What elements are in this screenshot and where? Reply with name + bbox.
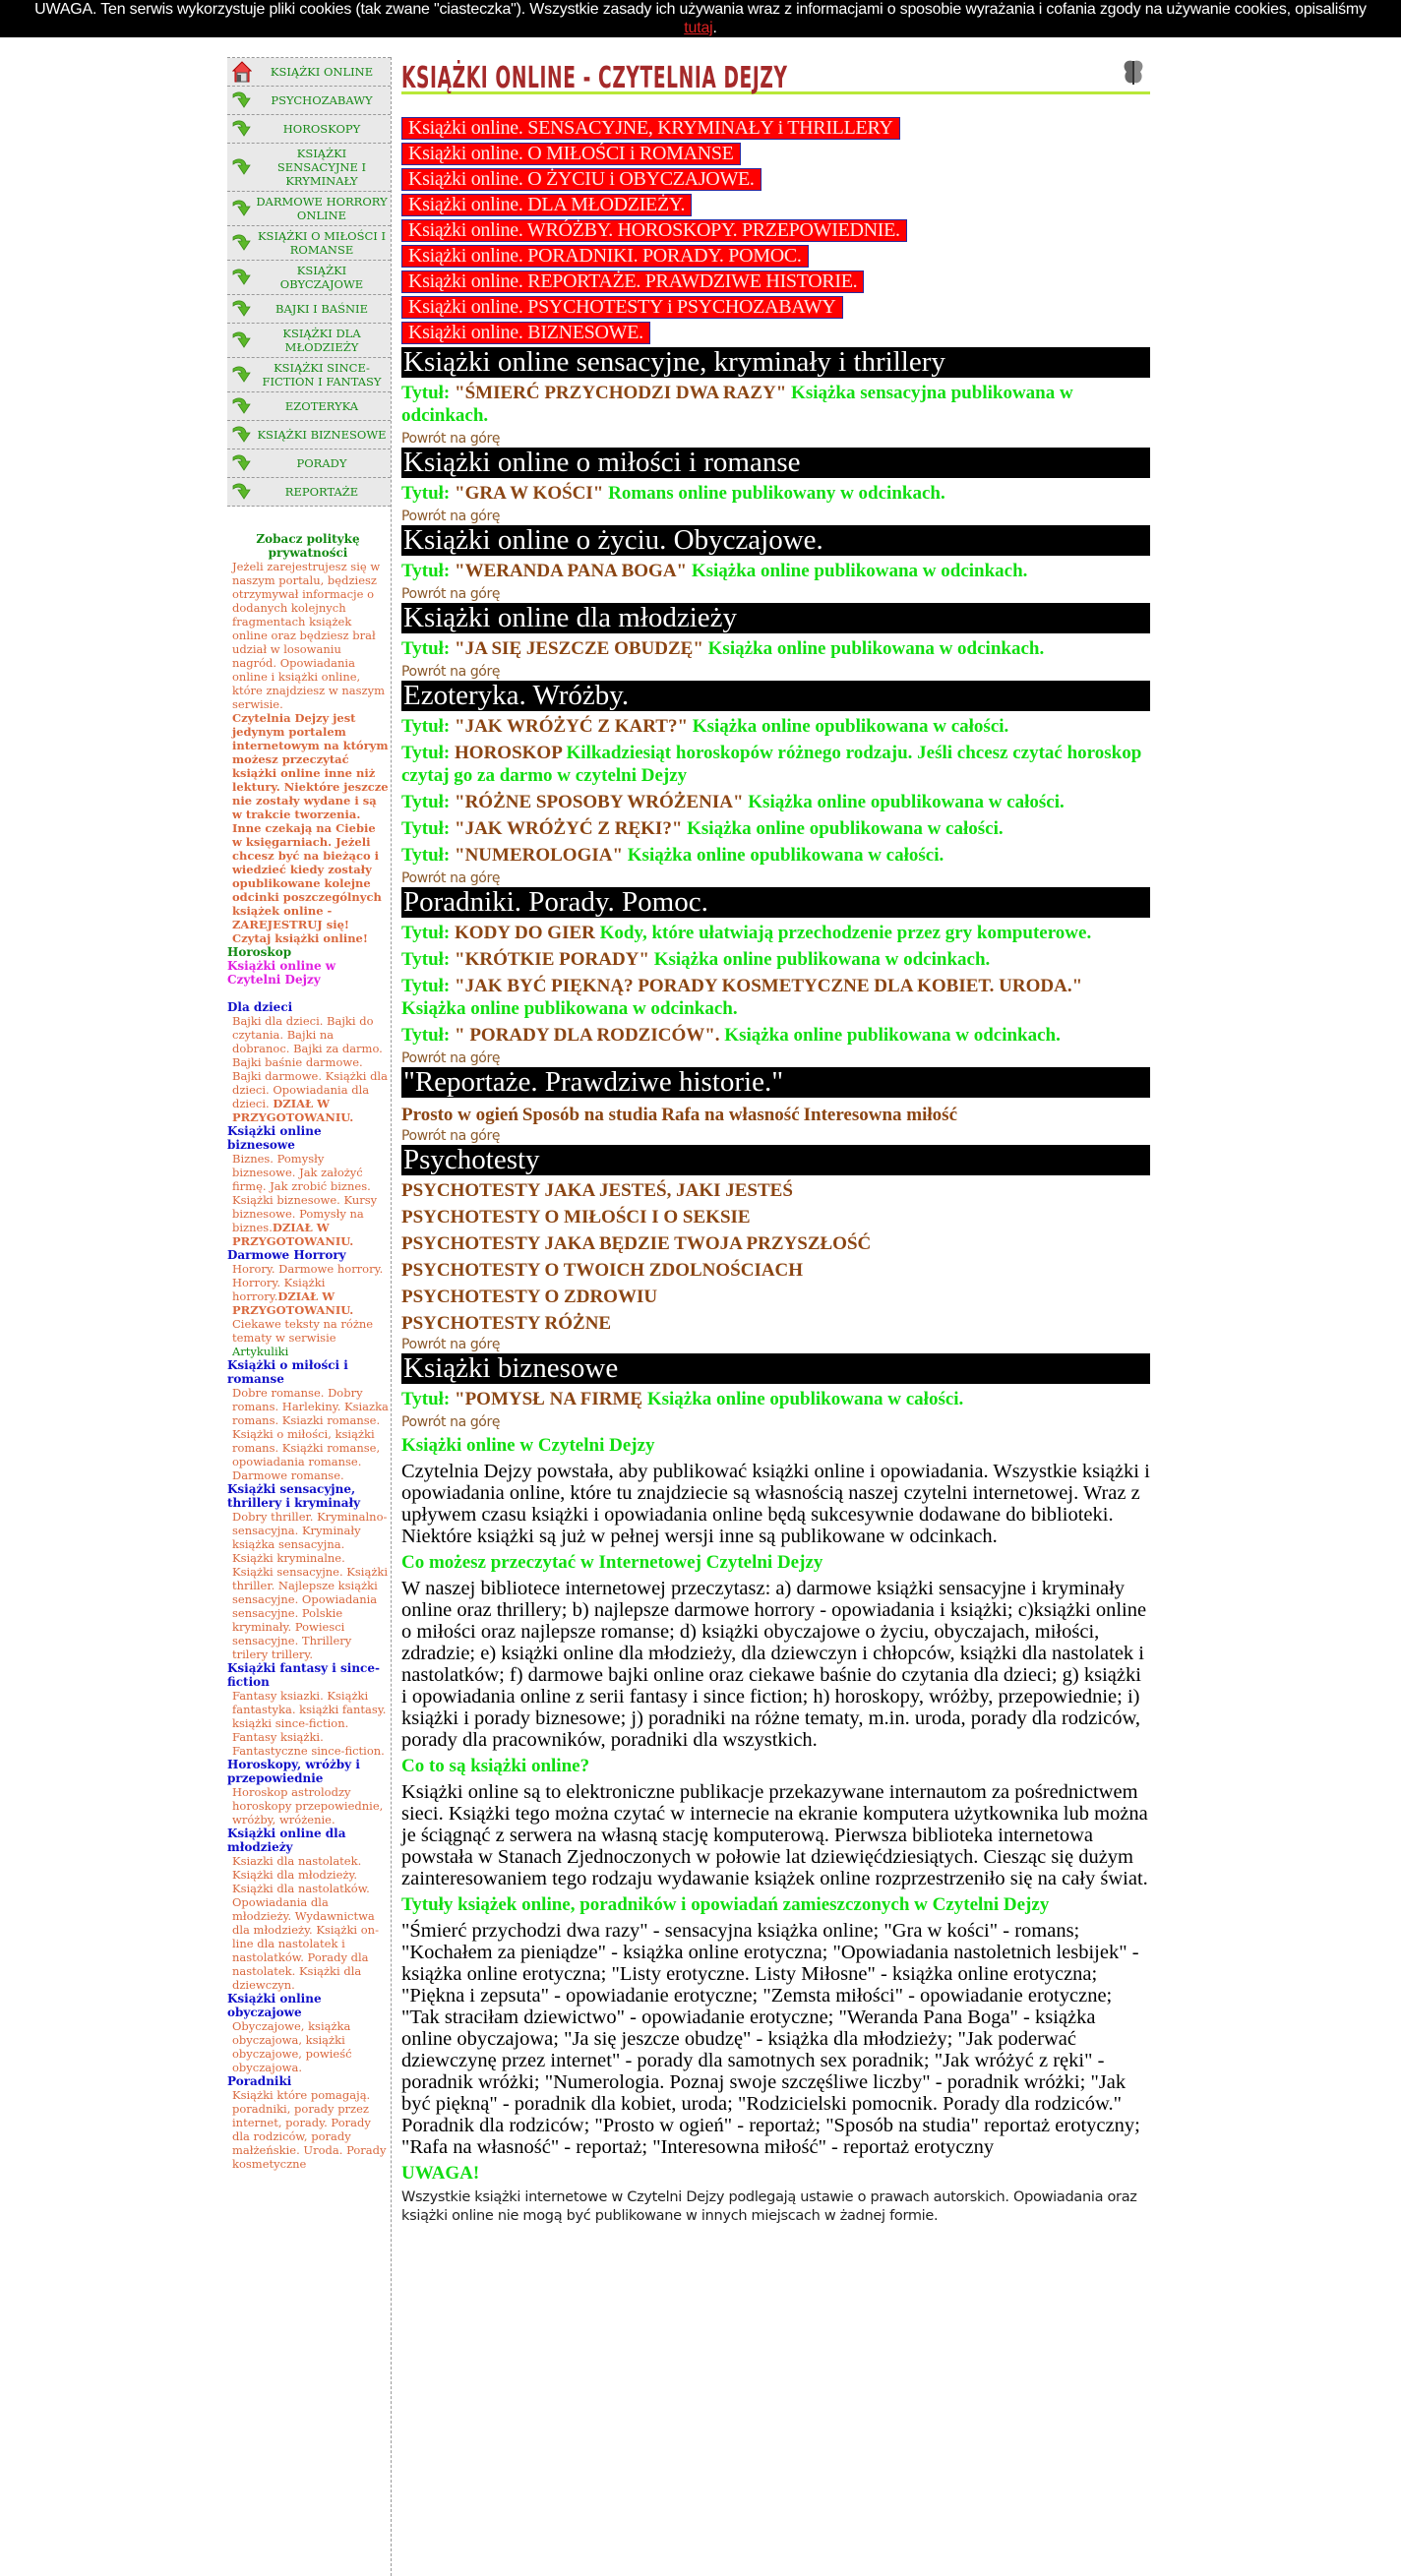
info-paragraph: W naszej bibliotece internetowej przeczytasz: a) darmowe książki sensacyjne i kryminały online oraz thrillery; b) najlepsze darmowe horrory - opowiadania i książki; c)książki online o miłości oraz najlepsze romanse; d) książki obyczajowe o życiu, obyczajach, miłości, zdradzie; e) książki online dla młodzieży, dla dziewczyn i chłopców, książki dla nastolatek i nastolatków; f) darmowe bajki online oraz ciekawe baśnie do czytania dla dzieci; g) książki i opowiadania online z serii fantasy i since fiction; h) horoskopy, wróżby, przepowiednie; i) książki i porady biznesowe; j) poradniki na różne tematy, m.in. uroda, porady dla rodziców, porady dla pracowników, poradniki dla wszystkich.: [401, 1578, 1147, 1751]
sidebar: [227, 57, 392, 2576]
back-to-top-link[interactable]: Powrót na górę: [401, 1050, 501, 1066]
section-header: Książki online dla młodzieży: [401, 603, 1150, 633]
sidebar-block: [227, 1482, 389, 1661]
book-item: [401, 817, 1150, 840]
item-description: Książka online opublikowana w całości.: [682, 818, 1004, 839]
section-header: Ezoteryka. Wróżby.: [401, 681, 1150, 711]
block-text: Dobry thriller. Kryminalno-sensacyjna. Kryminały książka sensacyjna. Książki kryminalne. Książki sensacyjne. Książki thriller. Najlepsze książki sensacyjne. Opowiadania sensacyjne. Polskie kryminały. Powiesci sensacyjne. Thrillery trilery trillery.: [232, 1510, 389, 1661]
nav-item[interactable]: [227, 478, 391, 507]
item-description: Książka online opublikowana w całości.: [623, 845, 944, 866]
section-header: Książki online o miłości i romanse: [401, 448, 1150, 478]
sidebar-block-heading[interactable]: Darmowe Horrory: [227, 1248, 346, 1262]
home-icon: [229, 61, 255, 83]
psychotest-link[interactable]: PSYCHOTESTY JAKA BĘDZIE TWOJA PRZYSZŁOŚĆ: [401, 1233, 872, 1254]
item-description: Romans online publikowany w odcinkach.: [603, 483, 945, 504]
sidebar-block-text: [227, 1785, 389, 1827]
category-button[interactable]: Książki online. O ŻYCIU i OBYCZAJOWE.: [401, 168, 761, 191]
back-to-top-link[interactable]: Powrót na górę: [401, 1337, 501, 1352]
warning-heading: UWAGA!: [401, 2163, 480, 2184]
item-prefix: Tytuł:: [401, 716, 456, 737]
book-title-link[interactable]: "WERANDA PANA BOGA": [455, 561, 688, 581]
reportaz-link[interactable]: Sposób na studia: [521, 1105, 658, 1125]
sidebar-block-heading[interactable]: Horoskopy, wróżby i przepowiednie: [227, 1758, 360, 1785]
book-item: [401, 715, 1150, 738]
sidebar-block-text: [227, 2019, 389, 2074]
arrow-icon: [229, 118, 255, 140]
book-title-link[interactable]: "KRÓTKIE PORADY": [455, 949, 649, 970]
sidebar-block: [227, 1124, 389, 1248]
sidebar-block: [227, 1000, 389, 1124]
sidebar-block-text: [227, 1854, 389, 1992]
sidebar-block-text: [227, 1386, 389, 1482]
category-button[interactable]: Książki online. REPORTAŻE. PRAWDZIWE HISTORIE.: [401, 270, 864, 293]
item-prefix: Tytuł:: [401, 792, 456, 812]
nav-item-label: HOROSKOPY: [282, 122, 361, 136]
sidebar-block-heading[interactable]: Poradniki: [227, 2074, 292, 2088]
item-prefix: Tytuł:: [401, 561, 456, 581]
block-text: Bajki dla dzieci. Bajki do czytania. Bajki na dobranoc. Bajki za darmo. Bajki baśnie darmowe. Bajki darmowe. Książki dla dzieci. Opowiadania dla dzieci.: [232, 1014, 388, 1110]
category-button[interactable]: Książki online. PSYCHOTESTY i PSYCHOZABAWY: [401, 296, 843, 319]
item-description: Książka sensacyjna publikowana w odcinkach.: [401, 383, 1073, 426]
nav-item[interactable]: [227, 115, 391, 144]
book-item: [401, 922, 1150, 944]
item-description: Kody, które ułatwiają przechodzenie przez gry komputerowe.: [594, 923, 1092, 943]
sections: [401, 347, 1150, 1067]
sidebar-block-text: [227, 1262, 389, 1358]
psychotest-link[interactable]: PSYCHOTESTY RÓŻNE: [401, 1313, 612, 1334]
nav-item-label: EZOTERYKA: [284, 399, 359, 413]
item-prefix: Tytuł:: [401, 383, 456, 403]
nav-item-label: PORADY: [296, 456, 347, 470]
item-prefix: Tytuł:: [401, 1389, 456, 1409]
block-extra: Ciekawe teksty na różne tematy w serwisie: [232, 1317, 374, 1345]
category-button[interactable]: Książki online. O MIŁOŚCI i ROMANSE: [401, 143, 741, 165]
book-title-link[interactable]: "JAK BYĆ PIĘKNĄ? PORADY KOSMETYCZNE DLA KOBIET. URODA.": [455, 976, 1083, 996]
sidebar-block: [227, 1661, 389, 1758]
item-description: Książka online publikowana w odcinkach.: [648, 949, 991, 970]
nav-item-label: PSYCHOZABAWY: [271, 93, 373, 107]
sidebar-block: [227, 2074, 389, 2171]
arrow-icon: [229, 90, 255, 111]
sidebar-block: [227, 1992, 389, 2074]
book-item: [401, 742, 1150, 787]
arrow-icon: [229, 452, 255, 474]
warning-text: Wszystkie książki internetowe w Czytelni Dejzy podlegają ustawie o prawach autorskich. Opowiadania oraz książki online nie mogą być publikowane w innych miejscach w żadnej formie.: [401, 2189, 1137, 2224]
block-status: DZIAŁ W PRZYGOTOWANIU.: [232, 1221, 354, 1248]
back-to-top-link[interactable]: Powrót na górę: [401, 870, 501, 886]
nav-item[interactable]: [227, 58, 391, 87]
item-prefix: Tytuł:: [401, 818, 456, 839]
arrow-icon: [229, 481, 255, 503]
nav-item-label: KSIĄŻKI BIZNESOWE: [257, 428, 387, 442]
page-title: KSIĄŻKI ONLINE - CZYTELNIA DEJZY: [401, 61, 788, 95]
arrow-icon: [229, 424, 255, 446]
sidebar-text: [227, 507, 391, 2171]
nav-item-label: KSIĄŻKI OBYCZAJOWE: [279, 264, 364, 291]
block-text: Fantasy ksiazki. Książki fantastyka. książki fantasy. książki since-fiction. Fantasy książki. Fantastyczne since-fiction.: [232, 1689, 387, 1758]
item-description: Książka online opublikowana w całości.: [642, 1389, 964, 1409]
psychotest-link[interactable]: PSYCHOTESTY O TWOICH ZDOLNOŚCIACH: [401, 1260, 804, 1281]
book-title-link[interactable]: "POMYSŁ NA FIRMĘ: [455, 1389, 643, 1409]
block-status: DZIAŁ W PRZYGOTOWANIU.: [232, 1289, 354, 1317]
category-button[interactable]: Książki online. WRÓŻBY. HOROSKOPY. PRZEPOWIEDNIE.: [401, 219, 907, 242]
register-text: Jeżeli zarejestrujesz się w naszym portalu, będziesz otrzymywał informacje o dodanych kolejnych fragmentach książek online oraz będziesz brał udział w losowaniu nagród. Opowiadania online i książki online, które znajdziesz w naszym serwisie.: [232, 560, 386, 711]
nav-item-label: DARMOWE HORRORY ONLINE: [256, 195, 388, 222]
sidebar-block: [227, 1827, 389, 1992]
book-item: [401, 637, 1150, 660]
title-bar: [401, 57, 1150, 94]
nav-item[interactable]: [227, 324, 391, 358]
book-title-link[interactable]: "JAK WRÓŻYĆ Z KART?": [455, 716, 689, 737]
block-text: Biznes. Pomysły biznesowe. Jak założyć firmę. Jak zrobić biznes. Książki biznesowe. Kursy biznesowe. Pomysły na biznes.: [232, 1152, 378, 1234]
book-title-link[interactable]: "JAK WRÓŻYĆ Z RĘKI?": [455, 818, 683, 839]
nav-item-label: KSIĄŻKI SENSACYJNE I KRYMINAŁY: [276, 147, 367, 188]
book-title-link[interactable]: "ŚMIERĆ PRZYCHODZI DWA RAZY": [455, 383, 787, 403]
back-to-top-link[interactable]: Powrót na górę: [401, 1414, 501, 1430]
info-heading: Tytuły książek online, poradników i opowiadań zamieszczonych w Czytelni Dejzy: [401, 1894, 1050, 1915]
psychotest-link[interactable]: PSYCHOTESTY O ZDROWIU: [401, 1287, 658, 1307]
back-to-top-link[interactable]: Powrót na górę: [401, 664, 501, 680]
sidebar-block-heading[interactable]: Książki online obyczajowe: [227, 1992, 322, 2019]
psychotesty-links: [401, 1177, 1150, 1337]
sidebar-block-text: [227, 2088, 389, 2171]
psychotest-link[interactable]: PSYCHOTESTY O MIŁOŚCI I O SEKSIE: [401, 1207, 751, 1228]
block-text: Horory. Darmowe horrory. Horrory. Książki horrory.: [232, 1262, 384, 1303]
book-title-link[interactable]: "GRA W KOŚCI": [455, 483, 604, 504]
arrow-icon: [229, 232, 255, 254]
section-header-biznes: Książki biznesowe: [401, 1353, 1150, 1384]
arrow-icon: [229, 267, 255, 288]
category-button[interactable]: Książki online. PORADNIKI. PORADY. POMOC.: [401, 245, 809, 268]
sidebar-block-heading[interactable]: Dla dzieci: [227, 1000, 293, 1014]
sidebar-block-heading[interactable]: Książki fantasy i since-fiction: [227, 1661, 380, 1689]
nav-item-label: KSIĄŻKI ONLINE: [270, 65, 374, 79]
book-item: [401, 560, 1150, 582]
privacy-policy-link[interactable]: Zobacz politykę prywatności: [256, 532, 360, 560]
nav-item[interactable]: [227, 144, 391, 192]
sidebar-block-text: [227, 1152, 389, 1248]
psychotest-link[interactable]: PSYCHOTESTY JAKA JESTEŚ, JAKI JESTEŚ: [401, 1180, 793, 1201]
book-item: [401, 948, 1150, 971]
book-title-link[interactable]: HOROSKOP: [455, 743, 562, 763]
book-title-link[interactable]: " PORADY DLA RODZICÓW".: [455, 1025, 720, 1046]
book-item: [401, 1388, 1150, 1410]
block-text: Ksiazki dla nastolatek. Książki dla młodzieży. Książki dla nastolatków. Opowiadania dla młodzieży. Wydawnictwa dla młodzieży. Książki on-line dla nastolatek i nastolatków. Porady dla nastolatek. Książki dla dziewczyn.: [232, 1854, 379, 1992]
info-paragraph: Książki online są to elektroniczne publikacje przekazywane internautom za pośrednictwem sieci. Książki tego można czytać w internecie na ekranie komputera użytkownika lub można je ściągnąć z serwera na własną stację komputerową. Pierwsza biblioteka internetowa powstała w Stanach Zjednoczonych w połowie lat dziewięćdziesiątych. Ciesząc się dużym zainteresowaniem tego rodzaju wydawanie książek online rozprzestrzeniło się na cały świat.: [401, 1781, 1148, 1889]
nav-item[interactable]: [227, 261, 391, 295]
book-title-link[interactable]: "JA SIĘ JESZCZE OBUDZĘ": [455, 638, 703, 659]
section-header: Książki online sensacyjne, kryminały i thrillery: [401, 347, 1150, 378]
book-title-link[interactable]: "RÓŻNE SPOSOBY WRÓŻENIA": [455, 792, 744, 812]
info-paragraph: "Śmierć przychodzi dwa razy" - sensacyjna książka online; "Gra w kości" - romans; "Kochałem za pieniądze" - książka online erotyczna; "Opowiadania nastoletnich lesbijek" - książka online erotyczna; "Listy erotyczne. Listy Miłosne" - książka online erotyczna; "Piękna i zepsuta" - opowiadanie erotyczne; "Zemsta miłości" - opowiadanie erotyczne; "Tak straciłam dziewictwo" - opowiadanie erotyczne; "Weranda Pana Boga" - książka online obyczajowa; "Ja się jeszcze obudzę" - książka dla młodzieży; "Jak poderwać dziewczynę przez internet" - porady dla samotnych sex poradnik; "Jak wróżyć z ręki" - poradnik wróżki; "Numerologia. Poznaj swoje szczęśliwe liczby" - poradnik wróżki; "Jak być piękną" - poradnik dla kobiet, uroda; "Rodzicielski pomocnik. Porady dla rodziców." Poradnik dla rodziców; "Prosto w ogień" - reportaż; "Sposób na studia" reportaż erotyczny; "Rafa na własność" - reportaż; "Interesowna miłość" - reportaż erotyczny: [401, 1920, 1140, 2158]
cookie-banner: [0, 0, 1401, 37]
arrow-icon: [229, 329, 255, 351]
item-description: Kilkadziesiąt horoskopów różnego rodzaju. Jeśli chcesz czytać horoskop czytaj go za darmo w czytelni Dejzy: [401, 743, 1142, 786]
nav-item-label: KSIĄŻKI SINCE-FICTION I FANTASY: [262, 361, 382, 389]
item-prefix: Tytuł:: [401, 976, 456, 996]
nav-item[interactable]: [227, 295, 391, 324]
book-item: [401, 791, 1150, 813]
block-text: Dobre romanse. Dobry romans. Harlekiny. Ksiazka romans. Ksiazki romanse. Książki o miłości, książki romans. Książki romanse, opowiadania romanse. Darmowe romanse.: [232, 1386, 389, 1482]
block-text: Książki które pomagają. poradniki, porady przez internet, porady. Porady dla rodziców, porady małżeńskie. Uroda. Porady kosmetyczne: [232, 2088, 387, 2171]
block-text: Horoskop astrolodzy horoskopy przepowiednie, wróżby, wróżenie.: [232, 1785, 384, 1827]
register-bold-text: Czytelnia Dejzy jest jedynym portalem internetowym na którym możesz przeczytać książki online inne niż lektury. Niektóre jeszcze nie zostały wydane i są w trakcie tworzenia. Inne czekają na Ciebie w księgarniach. Jeżeli chcesz być na bieżąco i wiedzieć kiedy zostały opublikowane kolejne odcinki poszczególnych książek online - ZAREJESTRUJ się! Czytaj książki online!: [232, 711, 389, 945]
reportaz-link[interactable]: Rafa na własność: [661, 1105, 800, 1125]
info-paragraph: Czytelnia Dejzy powstała, aby publikować książki online i opowiadania. Wszystkie książki i opowiadania online, które tu znajdziecie są własnością naszej czytelni internetowej. Wraz z upływem czasu książki i opowiadania online będą sukcesywnie dodawane do biblioteki. Niektóre książki są już w pełnej wersji inne są publikowane w odcinkach.: [401, 1461, 1150, 1547]
book-item: [401, 482, 1150, 505]
arrow-icon: [229, 298, 255, 320]
nav-item-label: KSIĄŻKI DLA MŁODZIEŻY: [282, 327, 361, 354]
category-button[interactable]: Książki online. SENSACYJNE, KRYMINAŁY i THRILLERY: [401, 117, 900, 140]
sidebar-block-heading[interactable]: Książki sensacyjne, thrillery i kryminały: [227, 1482, 361, 1510]
item-prefix: Tytuł:: [401, 638, 456, 659]
sidebar-block-heading[interactable]: Książki o miłości i romanse: [227, 1358, 348, 1386]
sidebar-block-text: [227, 1689, 389, 1758]
category-button[interactable]: Książki online. BIZNESOWE.: [401, 322, 650, 344]
block-status: DZIAŁ W PRZYGOTOWANIU.: [232, 1097, 354, 1124]
main-content: [401, 57, 1150, 2226]
sidebar-block: [227, 1248, 389, 1358]
reportaze-links: [401, 1102, 1150, 1128]
arrow-icon: [229, 198, 255, 219]
artykuliki-link[interactable]: Artykuliki: [232, 1345, 289, 1358]
arrow-icon: [229, 364, 255, 386]
back-to-top-link[interactable]: Powrót na górę: [401, 509, 501, 524]
info-section: [401, 1434, 1150, 2158]
nav-item[interactable]: [227, 449, 391, 478]
arrow-icon: [229, 395, 255, 417]
back-to-top-link[interactable]: Powrót na górę: [401, 431, 501, 447]
item-description: Książka online publikowana w odcinkach.: [401, 998, 738, 1019]
sidebar-block-heading[interactable]: Książki online biznesowe: [227, 1124, 322, 1152]
item-prefix: Tytuł:: [401, 1025, 456, 1046]
nav-item[interactable]: [227, 358, 391, 392]
section-header-psychotesty: Psychotesty: [401, 1145, 1150, 1175]
cookie-policy-link[interactable]: tutaj: [684, 20, 713, 36]
item-description: Książka online opublikowana w całości.: [743, 792, 1065, 812]
sidebar-block-text: [227, 1014, 389, 1124]
cookie-text: UWAGA. Ten serwis wykorzystuje pliki cookies (tak zwane "ciasteczka"). Wszystkie zasady ich używania wraz z informacjami o sposobie wyrażania i cofania zgody na używanie cookies, opisaliśmy: [34, 1, 1367, 18]
book-item: [401, 1024, 1150, 1047]
item-description: Książka online publikowana w odcinkach.: [702, 638, 1045, 659]
nav-item[interactable]: [227, 87, 391, 115]
nav-item-label: REPORTAŻE: [284, 485, 359, 499]
item-prefix: Tytuł:: [401, 483, 456, 504]
back-to-top-link[interactable]: Powrót na górę: [401, 1128, 501, 1144]
item-prefix: Tytuł:: [401, 743, 456, 763]
section-header: Książki online o życiu. Obyczajowe.: [401, 525, 1150, 556]
sidebar-block-text: [227, 1510, 389, 1661]
horoskop-link[interactable]: Horoskop: [227, 945, 292, 959]
item-prefix: Tytuł:: [401, 845, 456, 866]
cookie-end: .: [712, 20, 717, 36]
book-item: [401, 975, 1150, 1020]
section-header-reportaze: "Reportaże. Prawdziwe historie.": [401, 1067, 1150, 1098]
nav-item-label: BAJKI I BAŚNIE: [275, 302, 368, 316]
czytelnia-link[interactable]: Książki online w Czytelni Dejzy: [227, 959, 336, 987]
nav-item[interactable]: [227, 421, 391, 449]
nav-item[interactable]: [227, 192, 391, 226]
sidebar-block: [227, 1358, 389, 1482]
sidebar-block-heading[interactable]: Książki online dla młodzieży: [227, 1827, 346, 1854]
book-item: [401, 382, 1150, 427]
section-header: Poradniki. Porady. Pomoc.: [401, 887, 1150, 918]
nav-item[interactable]: [227, 226, 391, 261]
book-item: [401, 844, 1150, 867]
reportaz-link[interactable]: Interesowna miłość: [803, 1105, 958, 1125]
item-description: Książka online publikowana w odcinkach.: [719, 1025, 1061, 1046]
arrow-icon: [229, 156, 255, 178]
item-prefix: Tytuł:: [401, 923, 456, 943]
sidebar-blocks: [227, 1000, 389, 2171]
book-title-link[interactable]: "NUMEROLOGIA": [455, 845, 624, 866]
back-to-top-link[interactable]: Powrót na górę: [401, 586, 501, 602]
book-title-link[interactable]: KODY DO GIER: [455, 923, 595, 943]
butterfly-icon: [1119, 57, 1148, 89]
sidebar-block: [227, 1758, 389, 1827]
category-button[interactable]: Książki online. DLA MŁODZIEŻY.: [401, 194, 692, 216]
item-description: Książka online opublikowana w całości.: [688, 716, 1009, 737]
nav-item[interactable]: [227, 392, 391, 421]
item-prefix: Tytuł:: [401, 949, 456, 970]
item-description: Książka online publikowana w odcinkach.: [687, 561, 1028, 581]
sidebar-nav: [227, 57, 391, 507]
info-heading: Co to są książki online?: [401, 1756, 590, 1776]
category-buttons: [401, 94, 1150, 344]
info-heading: Książki online w Czytelni Dejzy: [401, 1435, 655, 1456]
block-text: Obyczajowe, książka obyczajowa, książki obyczajowe, powieść obyczajowa.: [232, 2019, 352, 2074]
nav-item-label: KSIĄŻKI O MIŁOŚCI I ROMANSE: [257, 229, 387, 257]
reportaz-link[interactable]: Prosto w ogień: [401, 1105, 518, 1125]
info-heading: Co możesz przeczytać w Internetowej Czytelni Dejzy: [401, 1552, 823, 1573]
